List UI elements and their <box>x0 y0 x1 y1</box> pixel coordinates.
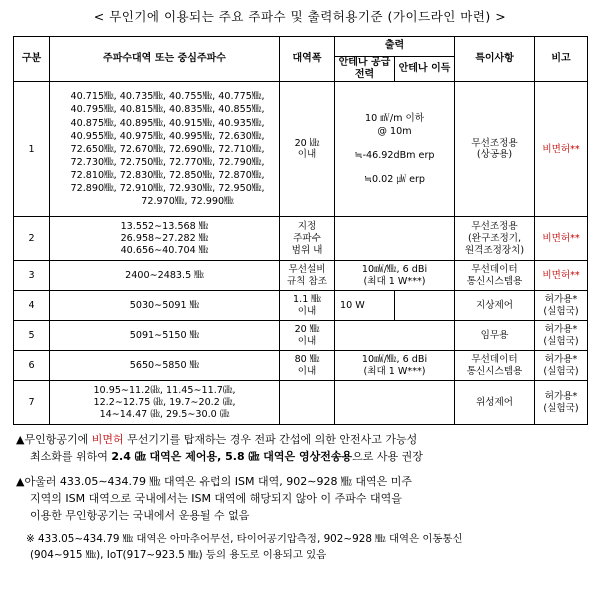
note-text: ▲아울러 433.05∼434.79 ㎒ 대역은 유럽의 ISM 대역, 902∼928 ㎒ 대역은 미주 <box>16 475 413 489</box>
bandwidth-cell <box>280 261 335 291</box>
header-row-1 <box>14 37 588 57</box>
special-line: (상공용) <box>476 149 513 161</box>
row-number: 1 <box>14 82 50 217</box>
remarks-cell <box>535 321 588 351</box>
note-highlight: 비면허 <box>91 433 124 446</box>
note-text: (904∼915 ㎒), IoT(917∼923.5 ㎒) 등의 용도로 이용되고 있음 <box>30 549 327 562</box>
special-cell: 임무용 <box>455 321 535 351</box>
output-gain-cell <box>395 291 455 321</box>
special-cell <box>455 82 535 217</box>
output-cell <box>335 82 455 217</box>
bandwidth-cell <box>280 381 335 425</box>
bandwidth-line: 주파수 <box>293 233 321 245</box>
bandwidth-cell <box>280 291 335 321</box>
freq-line: 72.650㎒, 72.670㎒, 72.690㎒, 72.710㎒, <box>70 143 265 155</box>
bandwidth-line: 규칙 참조 <box>286 275 328 287</box>
special-cell <box>455 217 535 261</box>
note-text: 최소화를 위하여 <box>30 450 112 464</box>
freq-line: 13.552∼13.568 ㎒ <box>120 221 209 233</box>
output-line: (최대 1 W***) <box>363 365 426 377</box>
note-text: 으로 사용 권장 <box>352 450 423 464</box>
table-row <box>14 217 588 261</box>
remarks-line: 허가용* <box>544 354 578 366</box>
remarks-cell: 비면허** <box>535 217 588 261</box>
header-output-gain: 안테나 이득 <box>395 57 455 82</box>
bandwidth-cell <box>280 351 335 381</box>
note-text: 지역의 ISM 대역으로 국내에서는 ISM 대역에 해당되지 않아 이 주파수 대역을 <box>30 492 402 506</box>
output-line: ≒-46.92dBm erp <box>354 150 435 162</box>
freq-line: 40.955㎒, 40.975㎒, 40.995㎒, 72.630㎒, <box>70 130 265 142</box>
output-line: (최대 1 W***) <box>363 275 426 287</box>
table-row <box>14 291 588 321</box>
table-row <box>14 381 588 425</box>
bandwidth-line: 이내 <box>297 365 317 377</box>
row-number: 4 <box>14 291 50 321</box>
special-line: (완구조정기, <box>467 233 522 245</box>
remarks-cell <box>535 381 588 425</box>
bandwidth-cell <box>280 217 335 261</box>
remarks-line: 허가용* <box>544 324 578 336</box>
output-power-cell: 10 W <box>335 291 395 321</box>
table-row <box>14 82 588 217</box>
special-line: 무선조정용 <box>471 137 518 149</box>
row-number: 7 <box>14 381 50 425</box>
frequency-cell <box>50 217 280 261</box>
bandwidth-line: 무선설비 <box>288 264 326 276</box>
frequency-cell: 5030∼5091 ㎒ <box>50 291 280 321</box>
output-line: 10㎽/㎒, 6 dBi <box>361 264 428 276</box>
remarks-cell <box>535 291 588 321</box>
note-emphasis: 2.4 ㎓ 대역은 제어용, 5.8 ㎓ 대역은 영상전송용 <box>111 450 353 464</box>
table-row <box>14 261 588 291</box>
remarks-cell: 비면허** <box>535 82 588 217</box>
bandwidth-cell <box>280 82 335 217</box>
header-frequency: 주파수대역 또는 중심주파수 <box>50 37 280 82</box>
special-line: 통신시스템용 <box>466 275 523 287</box>
output-line: 10 ㎷/m 이하 <box>365 112 425 124</box>
remarks-line: (실험국) <box>543 402 579 414</box>
output-line: 10㎽/㎒, 6 dBi <box>361 354 428 366</box>
table-row <box>14 321 588 351</box>
special-line: 통신시스템용 <box>466 365 523 377</box>
row-number: 3 <box>14 261 50 291</box>
row-number: 6 <box>14 351 50 381</box>
output-cell <box>335 217 455 261</box>
bandwidth-line: 지정 <box>297 221 317 233</box>
frequency-table <box>13 36 588 425</box>
frequency-cell <box>50 381 280 425</box>
freq-line: 72.890㎒, 72.910㎒, 72.930㎒, 72.950㎒, <box>70 183 265 195</box>
row-number: 2 <box>14 217 50 261</box>
header-output-power: 안테나 공급전력 <box>335 57 395 82</box>
note-1 <box>16 431 586 465</box>
special-cell: 위성제어 <box>455 381 535 425</box>
remarks-line: 허가용* <box>544 294 578 306</box>
special-line: 원격조정장치) <box>464 244 525 256</box>
output-line: ≒0.02 ㎼ erp <box>363 174 426 186</box>
page-title: < 무인기에 이용되는 주요 주파수 및 출력허용기준 (가이드라인 마련) > <box>93 9 507 24</box>
bandwidth-line: 20 ㎑ <box>294 137 320 149</box>
freq-line: 40.656∼40.704 ㎒ <box>120 244 209 256</box>
header-output: 출력 <box>335 37 455 57</box>
note-text: ▲무인항공기에 <box>16 433 92 446</box>
note-text: 무선기기를 탑재하는 경우 전파 간섭에 의한 안전사고 가능성 <box>123 433 418 446</box>
bandwidth-line: 이내 <box>297 335 317 347</box>
special-line: 무선조정용 <box>471 221 518 233</box>
header-remarks: 비고 <box>535 37 588 82</box>
note-3 <box>16 531 586 563</box>
header-bandwidth: 대역폭 <box>280 37 335 82</box>
special-line: 무선데이터 <box>471 264 518 276</box>
frequency-cell: 2400∼2483.5 ㎒ <box>50 261 280 291</box>
remarks-cell <box>535 351 588 381</box>
output-cell <box>335 321 455 351</box>
bandwidth-line: 이내 <box>297 305 317 317</box>
note-2 <box>16 473 586 524</box>
freq-line: 26.958∼27.282 ㎒ <box>120 233 209 245</box>
frequency-cell: 5650∼5850 ㎒ <box>50 351 280 381</box>
remarks-line: 허가용* <box>544 391 578 403</box>
notes-section <box>16 431 586 563</box>
header-category: 구분 <box>14 37 50 82</box>
remarks-line: (실험국) <box>543 305 579 317</box>
freq-line: 10.95∼11.2㎓, 11.45∼11.7㎓, <box>93 385 236 397</box>
special-cell <box>455 351 535 381</box>
header-special: 특이사항 <box>455 37 535 82</box>
bandwidth-line: 20 ㎒ <box>294 324 320 336</box>
remarks-cell: 비면허** <box>535 261 588 291</box>
frequency-cell: 5091∼5150 ㎒ <box>50 321 280 351</box>
table-row <box>14 351 588 381</box>
output-cell <box>335 261 455 291</box>
output-line: @ 10m <box>377 126 412 138</box>
freq-line: 12.2∼12.75 ㎓, 19.7∼20.2 ㎓, <box>93 397 236 409</box>
freq-line: 40.715㎒, 40.735㎒, 40.755㎒, 40.775㎒, <box>70 91 265 103</box>
bandwidth-line: 이내 <box>297 149 317 161</box>
row-number: 5 <box>14 321 50 351</box>
bandwidth-line: 범위 내 <box>291 244 323 256</box>
freq-line: 72.730㎒, 72.750㎒, 72.770㎒, 72.790㎒, <box>70 156 265 168</box>
remarks-line: (실험국) <box>543 335 579 347</box>
special-cell: 지상제어 <box>455 291 535 321</box>
bandwidth-line: 80 ㎒ <box>294 354 320 366</box>
output-cell <box>335 381 455 425</box>
freq-line: 14∼14.47 ㎓, 29.5∼30.0 ㎓ <box>99 408 230 420</box>
note-text: ※ 433.05∼434.79 ㎒ 대역은 아마추어무선, 타이어공기압측정, 902∼928 ㎒ 대역은 이동통신 <box>26 533 463 546</box>
bandwidth-line: 1.1 ㎒ <box>293 294 321 306</box>
special-line: 무선데이터 <box>471 354 518 366</box>
freq-line: 72.810㎒, 72.830㎒, 72.850㎒, 72.870㎒, <box>70 170 265 182</box>
freq-line: 40.875㎒, 40.895㎒, 40.915㎒, 40.935㎒, <box>70 117 265 129</box>
special-cell <box>455 261 535 291</box>
remarks-line: (실험국) <box>543 365 579 377</box>
freq-line: 40.795㎒, 40.815㎒, 40.835㎒, 40.855㎒, <box>70 104 265 116</box>
note-text: 이용한 무인항공기는 국내에서 운용될 수 없음 <box>30 509 250 523</box>
output-cell <box>335 351 455 381</box>
frequency-cell <box>50 82 280 217</box>
bandwidth-cell <box>280 321 335 351</box>
freq-line: 72.970㎒, 72.990㎒ <box>141 196 234 208</box>
